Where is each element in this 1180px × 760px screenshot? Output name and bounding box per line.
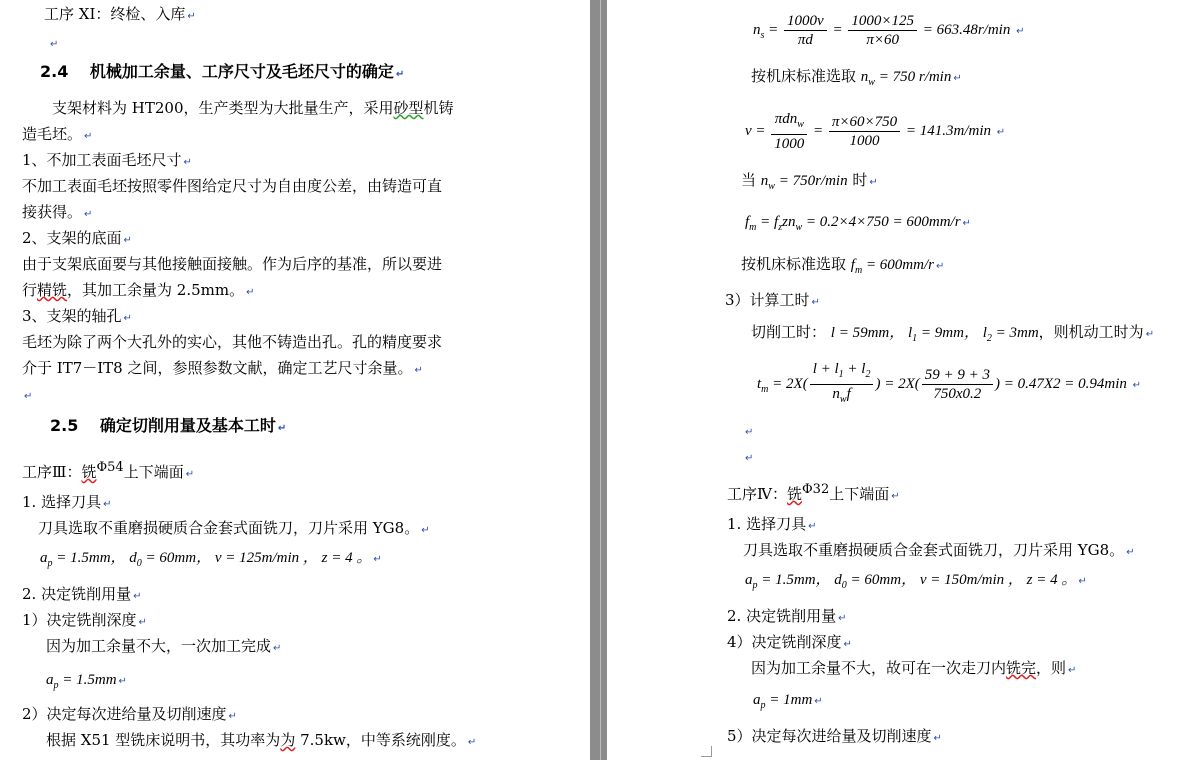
step-cutting-amount-2: 2. 决定铣削用量 ↵ (727, 607, 847, 625)
spindle-speed-selection: 按机床标准选取 $n_w = 750$ r/min ↵ (751, 67, 962, 88)
formula-fm: $f_m = f_zzn_w = 0.2\times 4\times 750 = 600mm/r$ ↵ (745, 214, 971, 233)
empty-paragraph: ↵ (50, 39, 59, 50)
tool-parameters: $a_p = 1.5mm$， $d_0 = 60mm$， v = 125m/min ， z = 4 。 ↵ (40, 550, 382, 569)
step-feed-speed-2: 5）决定每次进给量及切削速度 ↵ (727, 727, 942, 745)
cutting-depth-text: 因为加工余量不大，一次加工完成 ↵ (46, 637, 282, 655)
cutting-depth-text-2: 因为加工余量不大，故可在一次走刀内铣完，则 ↵ (751, 659, 1077, 677)
step-cutting-amount: 2. 决定铣削用量 ↵ (22, 585, 142, 603)
cutting-time-text: 切削工时： l = 59mm， $l_1 = 9mm$， $l_2 = 3mm$，则机动工时为 ↵ (751, 323, 1155, 344)
page-gutter (590, 0, 607, 760)
item-2-text-cont: 行精铣，其加工余量为 2.5mm。 ↵ (22, 281, 255, 299)
item-3-heading: 3、支架的轴孔 ↵ (22, 307, 132, 325)
step-feed-speed: 2）决定每次进给量及切削速度 ↵ (22, 705, 237, 723)
cutting-depth-value-2: $a_p = 1mm$ ↵ (753, 692, 823, 711)
operation-4-title: 工序Ⅳ：铣$^{\Phi 32}$上下端面 ↵ (727, 482, 900, 503)
right-page (607, 0, 1180, 760)
speed-condition: 当 $n_w = 750r/\min$ 时 ↵ (741, 171, 878, 192)
formula-v: v = $\frac{\pi dn_w}{1000}$ = $\frac{\pi\times 60\times 750}{1000}$ = 141.3m/min ↵ (745, 111, 1006, 152)
feed-speed-text: 根据 X51 型铣床说明书，其功率为为 7.5kw，中等系统刚度。 ↵ (46, 731, 477, 749)
section-heading-2-5: 2.5 确定切削用量及基本工时 ↵ (50, 416, 287, 435)
tool-description: 刀具选取不重磨损硬质合金套式面铣刀，刀片采用 YG8。 ↵ (38, 519, 430, 537)
paragraph-material-cont: 造毛坯。 ↵ (22, 125, 93, 143)
empty-paragraph: ↵ (24, 391, 33, 402)
empty-paragraph: ↵ (745, 453, 754, 464)
step-cutting-depth-2: 4）决定铣削深度 ↵ (727, 633, 852, 651)
item-2-heading: 2、支架的底面 ↵ (22, 229, 132, 247)
page-divider (600, 0, 601, 760)
tool-parameters-2: $a_p = 1.5mm$， $d_0 = 60mm$， v = 150m/min ， z = 4 。 ↵ (745, 572, 1087, 591)
item-1-text-cont: 接获得。 ↵ (22, 203, 93, 221)
empty-paragraph: ↵ (745, 427, 754, 438)
section-heading-2-4: 2.4 机械加工余量、工序尺寸及毛坯尺寸的确定 ↵ (40, 62, 405, 81)
step-calc-time: 3）计算工时 ↵ (725, 291, 820, 309)
item-1-text: 不加工表面毛坯按照零件图给定尺寸为自由度公差，由铸造可直 (22, 177, 443, 195)
item-1-heading: 1、不加工表面毛坯尺寸 ↵ (22, 151, 192, 169)
step-cutting-depth: 1）决定铣削深度 ↵ (22, 611, 147, 629)
feed-selection: 按机床标准选取 $f_m = 600mm/r$ ↵ (741, 255, 945, 276)
item-3-text-cont: 介于 IT7－IT8 之间，参照参数文献，确定工艺尺寸余量。 ↵ (22, 359, 423, 377)
step-select-tool-2: 1. 选择刀具 ↵ (727, 515, 817, 533)
step-11-line: 工序 XI：终检、入库 ↵ (44, 5, 196, 23)
step-select-tool: 1. 选择刀具 ↵ (22, 493, 112, 511)
tool-description-2: 刀具选取不重磨损硬质合金套式面铣刀，刀片采用 YG8。 ↵ (743, 541, 1135, 559)
operation-3-title: 工序Ⅲ：铣$^{\Phi 54}$上下端面 ↵ (22, 460, 195, 481)
formula-ns: $n_s$ = $\frac{1000v}{\pi d}$ = $\frac{1000\times 125}{\pi\times 60}$ = 663.48r/min ↵ (753, 13, 1025, 49)
margin-corner-mark (701, 746, 712, 757)
cutting-depth-value: $a_p = 1.5mm$ ↵ (46, 672, 127, 691)
item-2-text: 由于支架底面要与其他接触面接触。作为后序的基准，所以要进 (22, 255, 443, 273)
formula-tm: $t_m = 2X$( $\frac{l + l_1 + l_2}{n_wf}$ ) = 2X( $\frac{59 + 9 + 3}{750x0.2}$ ) = 0.47X2 = 0.94min ↵ (757, 361, 1142, 405)
item-3-text: 毛坯为除了两个大孔外的实心，其他不铸造出孔。孔的精度要求 (22, 333, 443, 351)
paragraph-material: 支架材料为 HT200，生产类型为大批量生产，采用砂型机铸 (52, 99, 454, 117)
